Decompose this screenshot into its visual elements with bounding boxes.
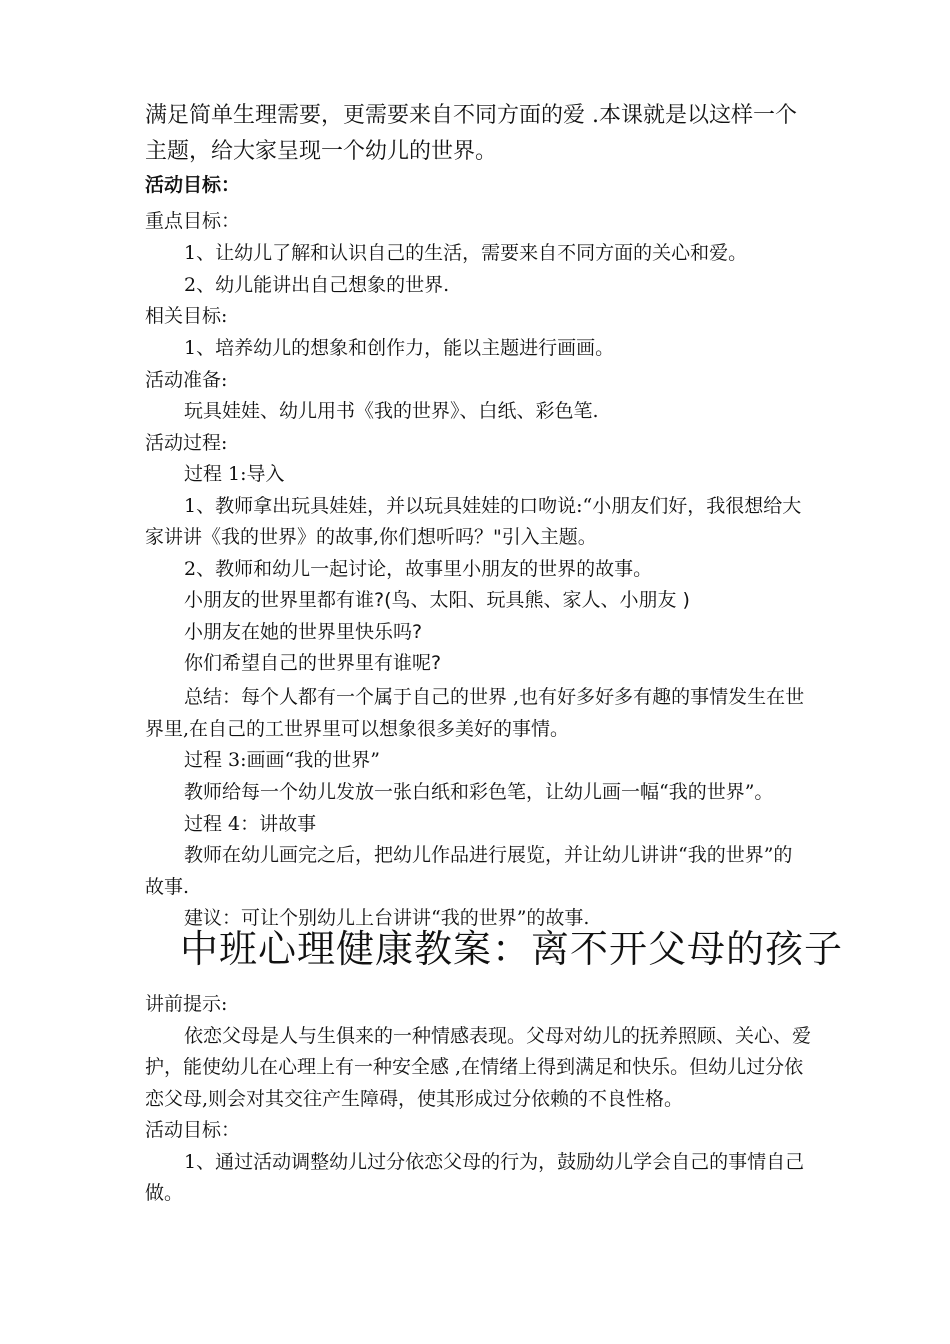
key-goals-label: 重点目标： (145, 210, 241, 232)
summary-line-1: 总结：每个人都有一个属于自己的世界 ,也有好多好多有趣的事情发生在世 (184, 686, 805, 708)
intro-line-1: 满足简单生理需要，更需要来自不同方面的爱 .本课就是以这样一个 (145, 103, 797, 128)
suggestion: 建议：可让个别幼儿上台讲讲“我的世界”的故事. (184, 907, 590, 929)
tips-label: 讲前提示: (145, 993, 228, 1015)
step1-item1-line2: 家讲讲《我的世界》的故事,你们想听吗？"引入主题。 (145, 526, 597, 548)
step4-title: 过程 4：讲故事 (184, 813, 317, 835)
key-goal-2: 2、幼儿能讲出自己想象的世界. (184, 274, 450, 296)
key-goal-1: 1、让幼儿了解和认识自己的生活，需要来自不同方面的关心和爱。 (184, 242, 748, 264)
goals2-label: 活动目标： (145, 1119, 241, 1141)
tips-line-2: 护，能使幼儿在心理上有一种安全感 ,在情绪上得到满足和快乐。但幼儿过分依 (145, 1056, 804, 1078)
step1-item1-line1: 1、教师拿出玩具娃娃，并以玩具娃娃的口吻说:“小朋友们好，我很想给大 (184, 495, 802, 517)
related-goals-label: 相关目标: (145, 305, 228, 327)
question-3: 你们希望自己的世界里有谁呢? (184, 652, 442, 674)
step1-title: 过程 1:导入 (184, 463, 285, 485)
summary-line-2: 界里,在自己的工世界里可以想象很多美好的事情。 (145, 718, 570, 740)
step3-text: 教师给每一个幼儿发放一张白纸和彩色笔，让幼儿画一幅“我的世界”。 (184, 781, 774, 803)
prep-text: 玩具娃娃、幼儿用书《我的世界》、白纸、彩色笔. (184, 400, 599, 422)
prep-label: 活动准备: (145, 369, 228, 391)
goal2-1-line2: 做。 (145, 1182, 184, 1204)
question-2: 小朋友在她的世界里快乐吗? (184, 621, 423, 643)
intro-line-2: 主题，给大家呈现一个幼儿的世界。 (145, 139, 498, 164)
step1-item2: 2、教师和幼儿一起讨论，故事里小朋友的世界的故事。 (184, 558, 653, 580)
step3-title: 过程 3:画画“我的世界” (184, 749, 380, 771)
lesson2-title: 中班心理健康教案：离不开父母的孩子 (180, 927, 844, 971)
step4-text-line2: 故事. (145, 876, 190, 898)
tips-line-1: 依恋父母是人与生俱来的一种情感表现。父母对幼儿的抚养照顾、关心、爱 (184, 1025, 812, 1047)
related-goal-1: 1、培养幼儿的想象和创作力，能以主题进行画画。 (184, 337, 615, 359)
process-label: 活动过程: (145, 432, 228, 454)
goal2-1-line1: 1、通过活动调整幼儿过分依恋父母的行为，鼓励幼儿学会自己的事情自己 (184, 1151, 805, 1173)
step4-text-line1: 教师在幼儿画完之后，把幼儿作品进行展览，并让幼儿讲讲“我的世界”的 (184, 844, 793, 866)
question-1: 小朋友的世界里都有谁?(鸟、太阳、玩具熊、家人、小朋友 ) (184, 589, 690, 611)
goals-heading: 活动目标： (145, 174, 241, 196)
tips-line-3: 恋父母,则会对其交往产生障碍，使其形成过分依赖的不良性格。 (145, 1088, 684, 1110)
